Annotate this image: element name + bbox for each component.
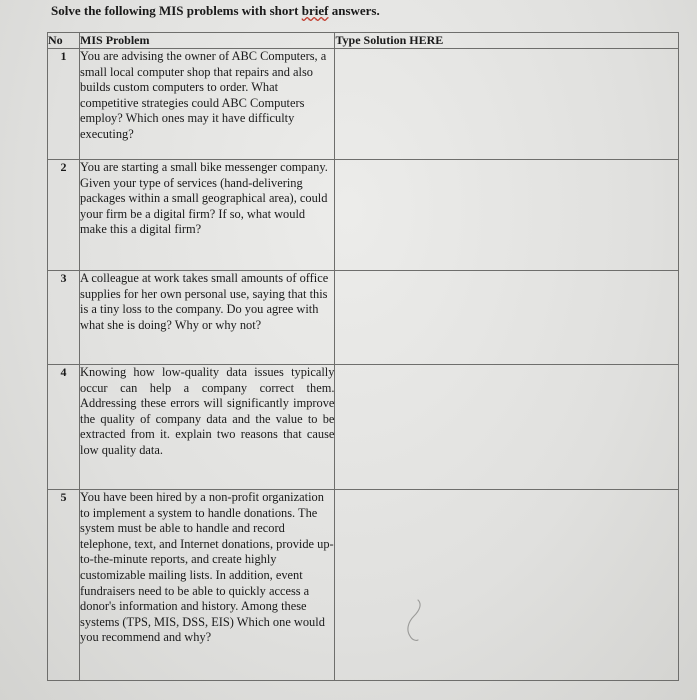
solution-cell[interactable] xyxy=(335,490,679,681)
row-number: 3 xyxy=(48,271,80,365)
solution-cell[interactable] xyxy=(335,49,679,160)
table-header-row xyxy=(48,33,679,49)
problem-text: You have been hired by a non-profit organization to implement a system to handle donations. The system must be able to handle and record telephone, text, and Internet donations, provide up-to-the-minute reports, and create highly customizable mailing lists. In addition, event fundraisers need to be able to quickly access a donor's information and history. Among these systems (TPS, MIS, DSS, EIS) Which one would you recommend and why? xyxy=(80,490,335,681)
problem-text: A colleague at work takes small amounts of office supplies for her own personal use, saying that this is a tiny loss to the company. Do you agree with what she is doing? Why or why not? xyxy=(80,271,335,365)
row-number: 1 xyxy=(48,49,80,160)
heading-text-before: Solve the following MIS problems with short xyxy=(51,3,302,18)
header-no: No xyxy=(48,33,80,49)
heading-highlight-word: brief xyxy=(301,3,329,18)
mis-problems-table xyxy=(47,32,679,681)
row-number: 4 xyxy=(48,365,80,490)
heading-text-after: answers. xyxy=(328,3,380,18)
header-solution: Type Solution HERE xyxy=(335,33,679,49)
header-problem: MIS Problem xyxy=(80,33,335,49)
table-row xyxy=(48,49,679,160)
row-number: 5 xyxy=(48,490,80,681)
problem-text: Knowing how low-quality data issues typically occur can help a company correct them. Addressing these errors will significantly improve the quality of company data and the value to be extracted from it. explain two reasons that cause low quality data. xyxy=(80,365,335,490)
pen-mark-icon xyxy=(400,598,430,644)
solution-cell[interactable] xyxy=(335,271,679,365)
solution-cell[interactable] xyxy=(335,365,679,490)
table-row xyxy=(48,365,679,490)
row-number: 2 xyxy=(48,160,80,271)
problem-text: You are advising the owner of ABC Computers, a small local computer shop that repairs and also builds custom computers to order. What competitive strategies could ABC Computers employ? Which ones may it have difficulty executing? xyxy=(80,49,335,160)
problem-text: You are starting a small bike messenger company. Given your type of services (hand-delivering packages within a small geographical area), could your firm be a digital firm? If so, what would make this a digital firm? xyxy=(80,160,335,271)
table-row xyxy=(48,490,679,681)
table-row xyxy=(48,271,679,365)
table-row xyxy=(48,160,679,271)
page-heading xyxy=(51,3,380,19)
solution-cell[interactable] xyxy=(335,160,679,271)
